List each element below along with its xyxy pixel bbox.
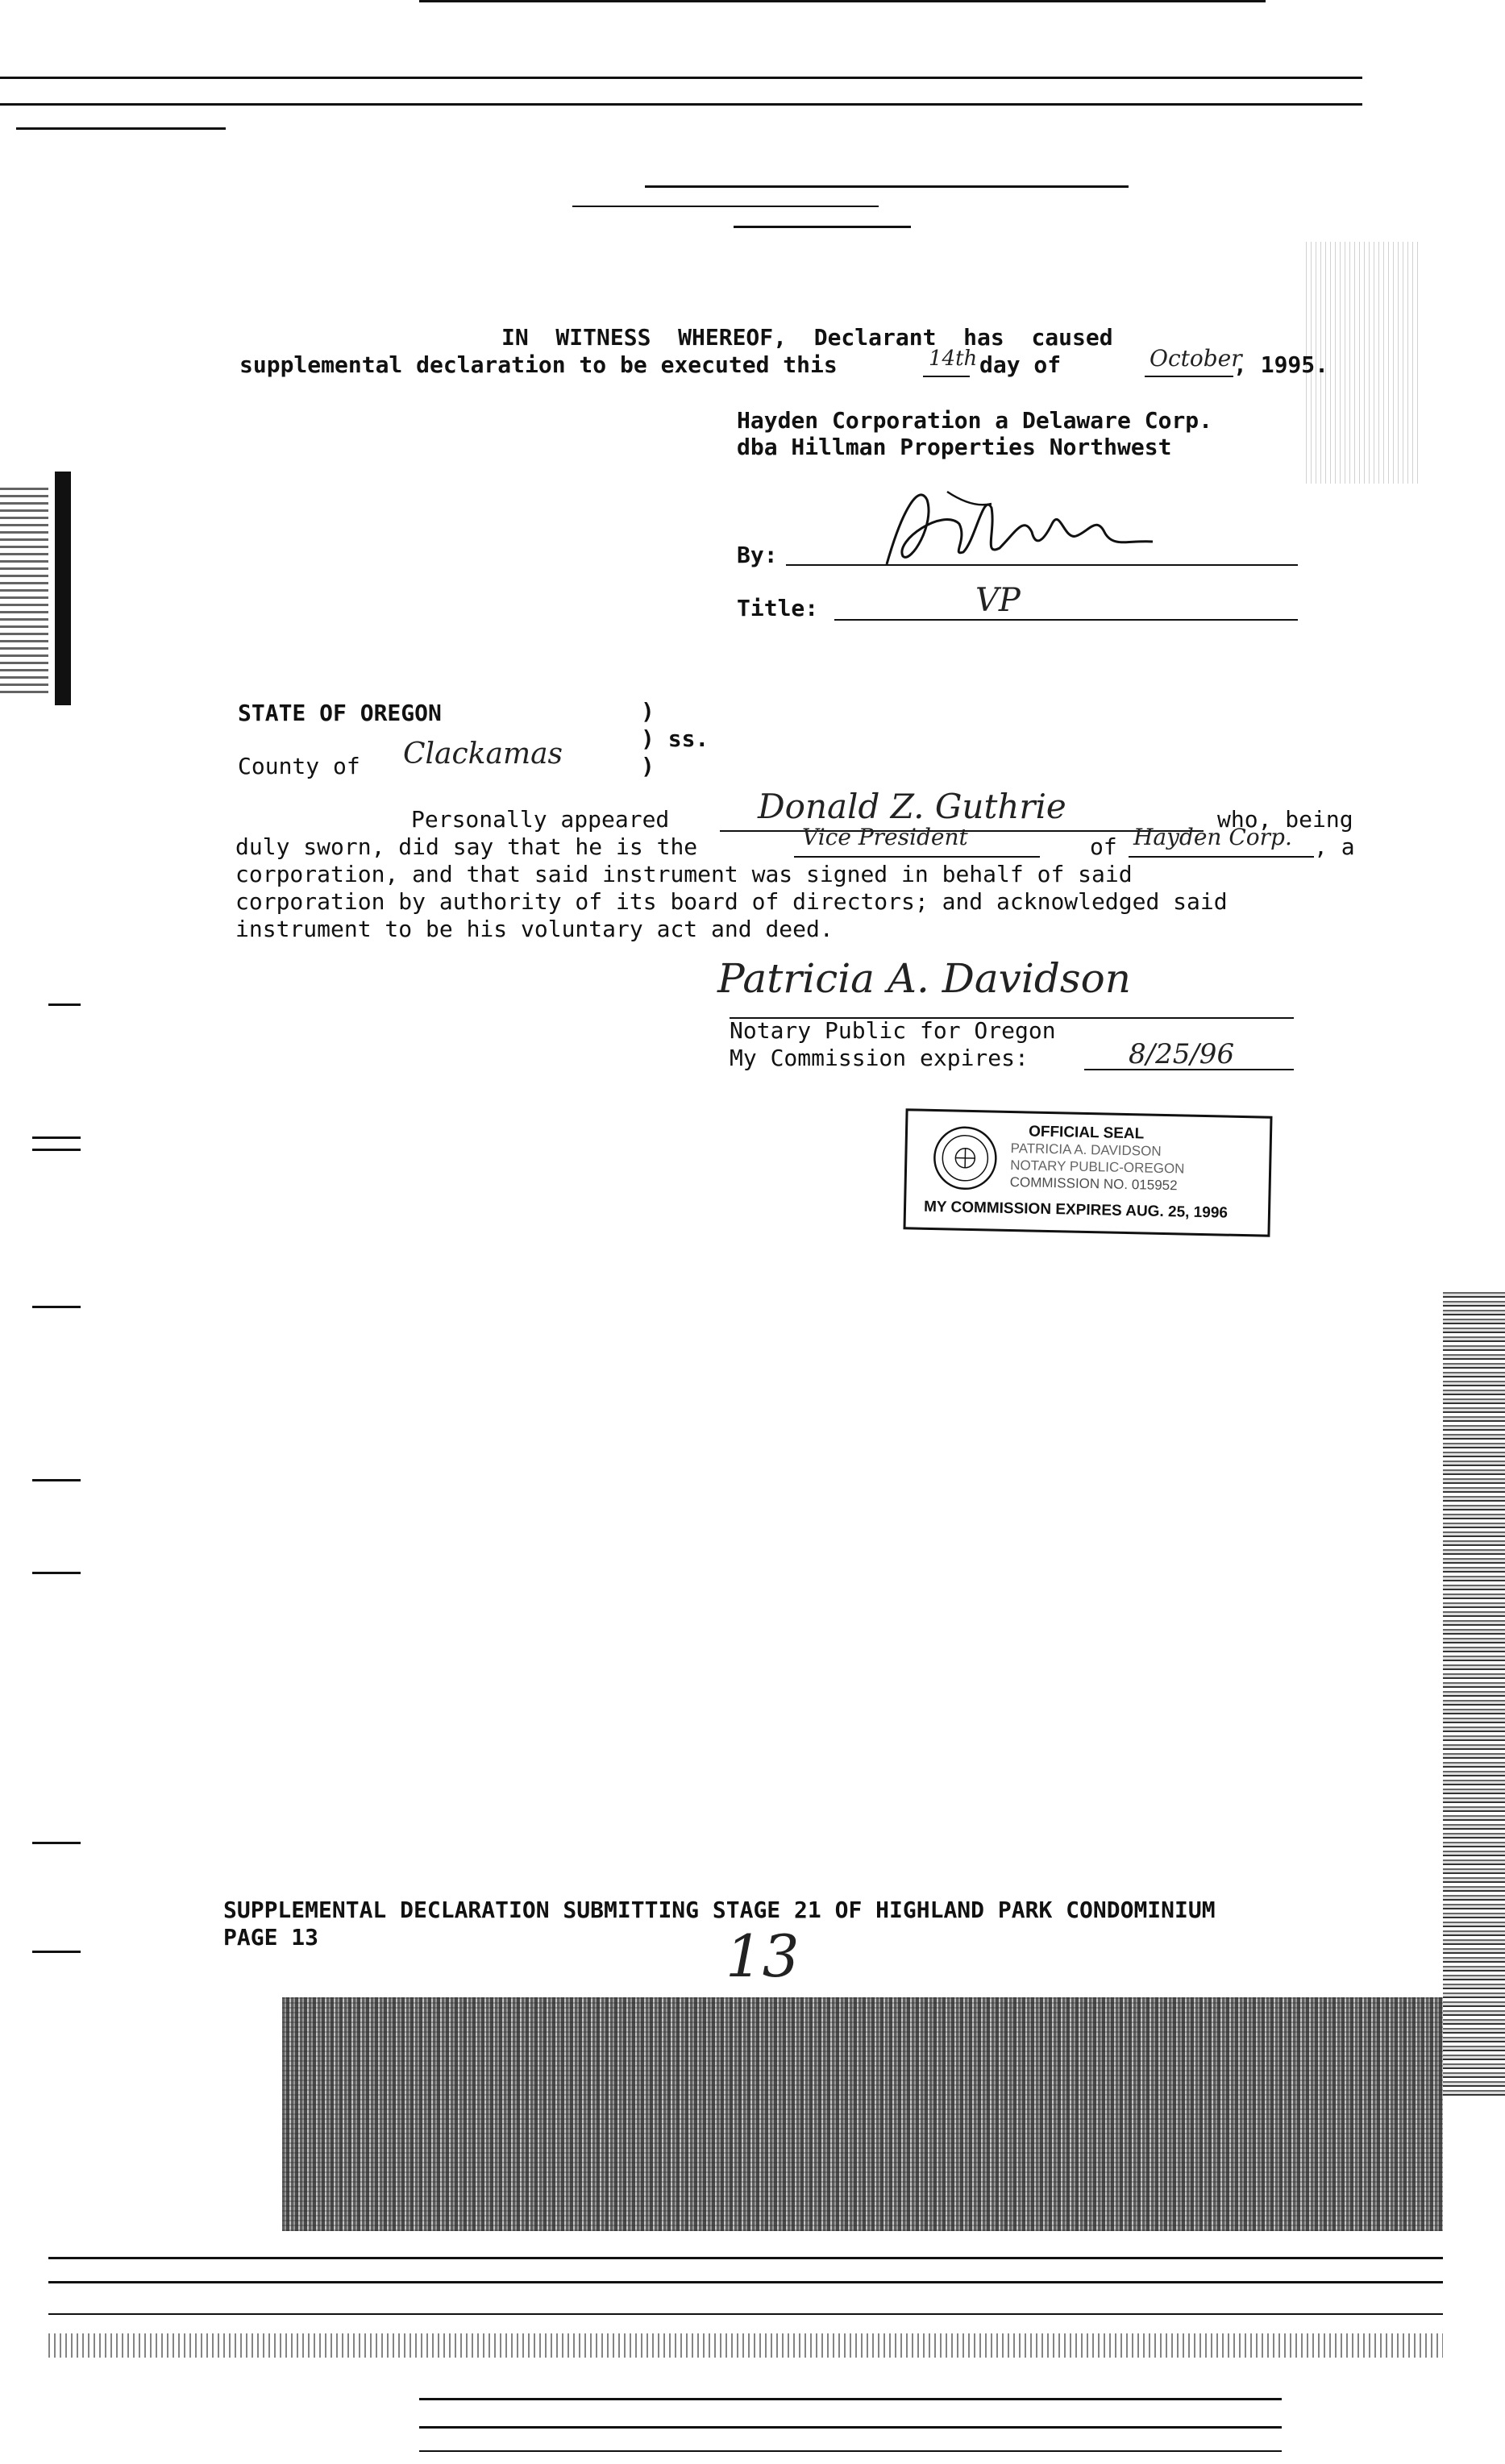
notary-commission-handwritten: 8/25/96: [1129, 1038, 1235, 1070]
ack-duly-sworn: duly sworn, did say that he is the: [235, 833, 698, 860]
notary-seal: [903, 1108, 1272, 1236]
scan-artifact-top: [16, 127, 226, 130]
seal-line-1: OFFICIAL SEAL: [1028, 1123, 1145, 1143]
scan-artifact-bottom: [419, 2398, 1282, 2400]
witness-day-of: day of: [979, 351, 1062, 378]
ack-appearer-handwritten: Donald Z. Guthrie: [758, 787, 1066, 826]
scan-artifact-bottom: [419, 2450, 1282, 2452]
venue-county-handwritten: Clackamas: [403, 738, 563, 771]
ack-personally-appeared: Personally appeared: [411, 806, 670, 833]
notary-commission-label: My Commission expires:: [730, 1045, 1029, 1071]
ack-a: , a: [1314, 833, 1355, 860]
witness-line-2: supplemental declaration to be executed this: [239, 351, 838, 378]
seal-line-5: MY COMMISSION EXPIRES AUG. 25, 1996: [923, 1198, 1229, 1222]
ack-company-handwritten: Hayden Corp.: [1133, 824, 1292, 850]
witness-day-underline: [923, 376, 970, 377]
scan-artifact-left: [32, 1306, 81, 1308]
ack-who-being: who, being: [1217, 806, 1353, 833]
scan-artifact-left: [32, 1842, 81, 1844]
scan-artifact-left: [32, 1149, 81, 1151]
witness-day-handwritten: 14th: [929, 347, 978, 371]
notary-signature-handwritten: Patricia A. Davidson: [717, 955, 1131, 1002]
title-label: Title:: [737, 595, 819, 621]
scan-artifact-bottom-speckle: [48, 2333, 1443, 2358]
witness-month-handwritten: October: [1150, 345, 1242, 372]
venue-state: STATE OF OREGON: [238, 700, 442, 726]
ack-office-handwritten: Vice President: [802, 824, 968, 850]
scan-artifact-left-speckle: [0, 484, 48, 693]
witness-month-underline: [1145, 376, 1233, 377]
declarant-name-line-1: Hayden Corporation a Delaware Corp.: [737, 407, 1213, 434]
title-handwritten: VP: [975, 582, 1021, 619]
witness-line-1: IN WITNESS WHEREOF, Declarant has caused: [501, 324, 1113, 351]
venue-county-label: County of: [238, 753, 360, 779]
venue-paren-3: ): [641, 753, 655, 779]
scan-artifact-top: [0, 77, 1362, 79]
declarant-name-line-2: dba Hillman Properties Northwest: [737, 434, 1172, 460]
scan-artifact-top: [734, 226, 911, 228]
seal-line-3: NOTARY PUBLIC-OREGON: [1009, 1157, 1185, 1177]
notary-commission-underline: [1084, 1069, 1294, 1070]
by-signature-line: [786, 564, 1298, 566]
venue-paren-1: ): [641, 698, 655, 725]
scan-artifact-left: [32, 1136, 81, 1139]
notary-label: Notary Public for Oregon: [730, 1017, 1056, 1044]
seal-line-4: COMMISSION NO. 015952: [1009, 1174, 1178, 1194]
seal-emblem: [930, 1124, 1000, 1193]
witness-year: , 1995.: [1233, 351, 1329, 378]
scan-artifact-left: [32, 1572, 81, 1574]
scan-artifact-top: [419, 0, 1266, 2]
scan-artifact-left: [32, 1951, 81, 1953]
scan-artifact-left: [32, 1479, 81, 1481]
ack-line-5: instrument to be his voluntary act and deed.: [235, 916, 834, 942]
ack-line-4: corporation by authority of its board of directors; and acknowledged said: [235, 888, 1228, 915]
scan-artifact-bottom: [48, 2257, 1443, 2259]
ack-line-3: corporation, and that said instrument was signed in behalf of said: [235, 861, 1133, 887]
footer-title: SUPPLEMENTAL DECLARATION SUBMITTING STAGE 21 OF HIGHLAND PARK CONDOMINIUM: [223, 1897, 1216, 1923]
scan-artifact-bottom-band: [282, 1997, 1443, 2231]
footer-page: PAGE 13: [223, 1924, 319, 1951]
venue-paren-2: ) ss.: [641, 725, 709, 752]
scan-artifact-left: [48, 1003, 81, 1006]
by-label: By:: [737, 542, 778, 568]
scan-artifact-left-bar: [55, 472, 71, 705]
scan-artifact-right-edge: [1443, 1290, 1505, 2096]
scan-artifact-bottom: [48, 2281, 1443, 2283]
footer-page-handwritten: 13: [725, 1922, 800, 1990]
ack-of: of: [1090, 833, 1117, 860]
scan-artifact-top: [0, 103, 1362, 106]
ack-company-underline: [1129, 856, 1314, 858]
scan-artifact-bottom: [419, 2426, 1282, 2429]
scan-artifact-top: [572, 206, 879, 207]
title-line: [834, 619, 1298, 621]
scan-artifact-bottom: [48, 2313, 1443, 2315]
seal-line-2: PATRICIA A. DAVIDSON: [1010, 1140, 1162, 1159]
ack-office-underline: [794, 856, 1040, 858]
scan-artifact-top: [645, 185, 1129, 188]
